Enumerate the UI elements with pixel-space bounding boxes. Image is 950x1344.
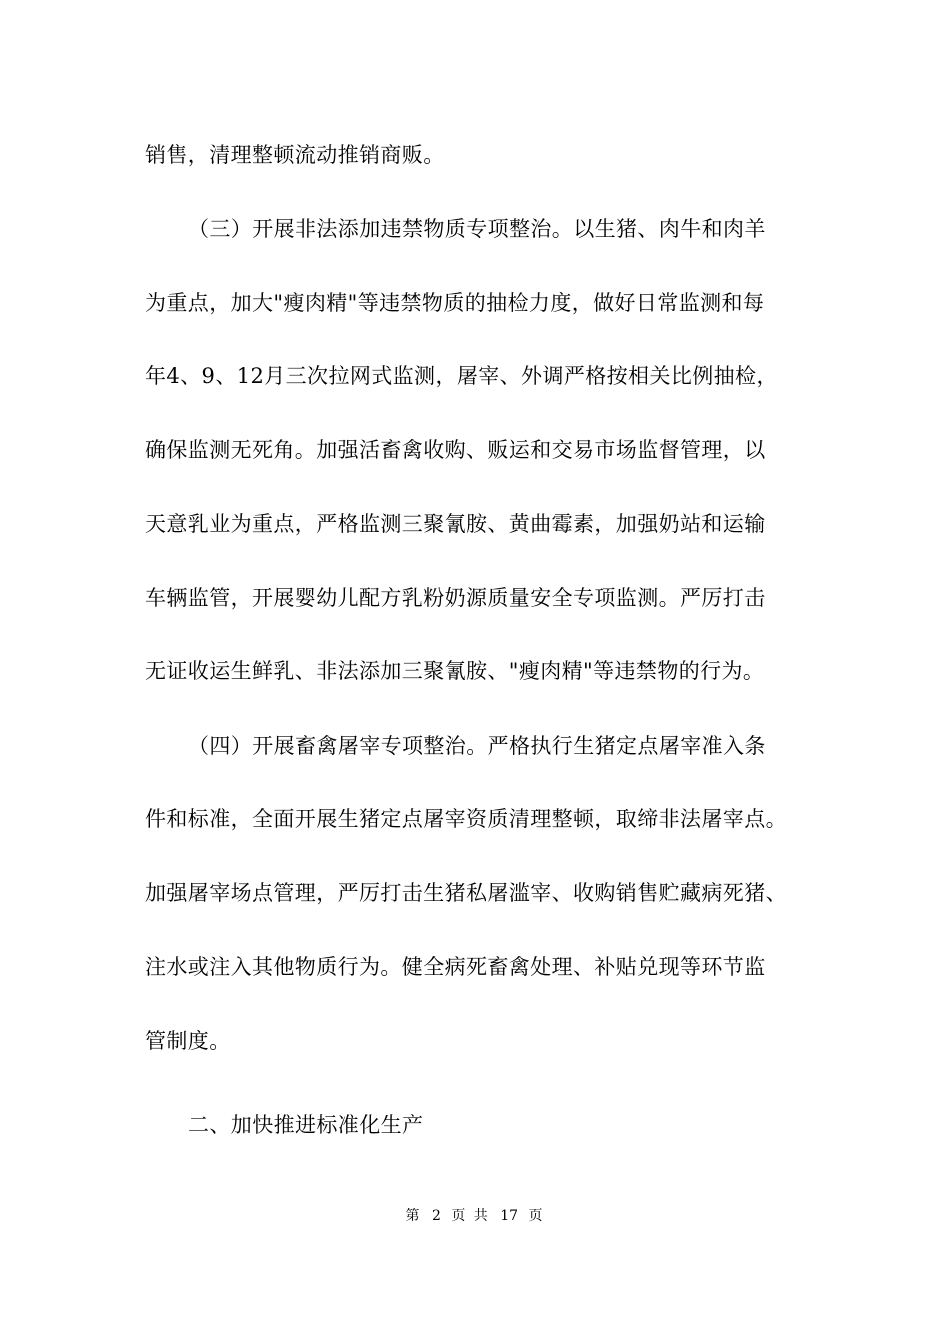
- paragraph-line-1: 销售，清理整顿流动推销商贩。: [145, 143, 445, 167]
- paragraph-line-9: （四）开展畜禽屠宰专项整治。严格执行生猪定点屠宰准入条: [188, 734, 766, 758]
- paragraph-line-3: 为重点，加大"瘦肉精"等违禁物质的抽检力度，做好日常监测和每: [145, 291, 765, 315]
- paragraph-line-7: 车辆监管，开展婴幼儿配方乳粉奶源质量安全专项监测。严厉打击: [145, 586, 766, 610]
- section-heading: 二、加快推进标准化生产: [188, 1113, 424, 1137]
- paragraph-line-5: 确保监测无死角。加强活畜禽收购、贩运和交易市场监督管理，以: [145, 438, 766, 462]
- paragraph-line-4: 年4、9、12月三次拉网式监测，屠宰、外调严格按相关比例抽检，: [145, 364, 778, 388]
- footer-middle: 页 共: [451, 1208, 490, 1224]
- paragraph-line-6: 天意乳业为重点，严格监测三聚氰胺、黄曲霉素，加强奶站和运输: [145, 512, 766, 536]
- footer-suffix: 页: [528, 1208, 545, 1224]
- footer-total-pages: 17: [500, 1208, 519, 1224]
- paragraph-line-12: 注水或注入其他物质行为。健全病死畜禽处理、补贴兑现等环节监: [145, 955, 766, 979]
- paragraph-line-2: （三）开展非法添加违禁物质专项整治。以生猪、肉牛和肉羊: [188, 217, 766, 241]
- paragraph-line-10: 件和标准，全面开展生猪定点屠宰资质清理整顿，取缔非法屠宰点。: [145, 807, 787, 831]
- paragraph-line-8: 无证收运生鲜乳、非法添加三聚氰胺、"瘦肉精"等违禁物的行为。: [145, 659, 765, 683]
- footer-page-number: 2: [431, 1208, 441, 1224]
- paragraph-line-13: 管制度。: [145, 1029, 231, 1053]
- footer-prefix: 第: [405, 1208, 422, 1224]
- paragraph-line-11: 加强屠宰场点管理，严厉打击生猪私屠滥宰、收购销售贮藏病死猪、: [145, 881, 787, 905]
- page-footer: [0, 1206, 950, 1226]
